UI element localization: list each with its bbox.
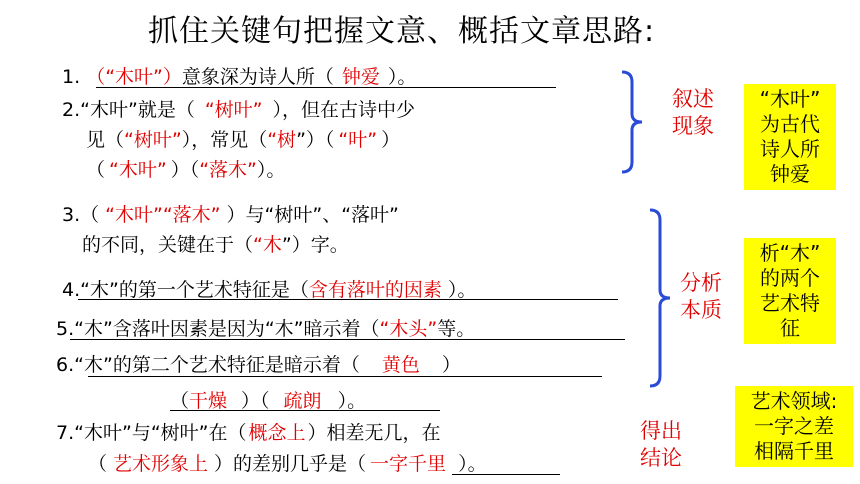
q2-text-f: ） — [381, 129, 401, 151]
q1-answer-b: 钟爱 — [341, 66, 380, 88]
question-1 — [62, 62, 416, 89]
q5-text-a: 5.“木”含落叶因素是因为“木”暗示着（ — [56, 318, 380, 340]
q6-text-b: ） — [441, 354, 461, 376]
q6-answer-a: 黄色 — [381, 354, 420, 376]
q7-answer-b: 艺术形象上 — [113, 453, 209, 475]
bracket-1 — [618, 70, 648, 174]
q5-underline — [70, 339, 625, 340]
q3-answer-a: “木叶”“落木” — [105, 204, 221, 226]
question-2-line-2 — [86, 125, 400, 152]
side-label-analyze: 分析 本质 — [680, 271, 722, 322]
q2-answer-f: “落木” — [199, 159, 257, 181]
q2-text-a: 2.“木叶”就是（ — [62, 99, 195, 121]
q5-answer: “木头” — [379, 318, 438, 340]
question-7-line-1 — [56, 418, 441, 445]
q2-answer-c: “树 — [267, 129, 297, 151]
page-title: 抓住关键句把握文意、概括文章思路: — [148, 14, 656, 49]
q2-answer-a: “树叶” — [204, 99, 263, 121]
q2-text-d: ），常见（ — [181, 129, 268, 151]
q1-number: 1. — [62, 66, 81, 88]
q7-text-a: 7.“木叶”与“树叶”在（ — [56, 422, 247, 444]
question-5 — [56, 314, 475, 341]
q7-answer-a: 概念上 — [248, 422, 306, 444]
q6-underline — [88, 376, 602, 377]
q2-text-c: 见（ — [86, 129, 125, 151]
q5-text-b: 等。 — [437, 318, 476, 340]
summary-box-2: 析“木” 的两个 艺术特 征 — [744, 238, 836, 344]
q4-text-a: 4.“木”的第一个艺术特征是（ — [62, 279, 309, 301]
q1-end: ）。 — [387, 66, 417, 88]
q2-answer-d: “叶” — [338, 129, 378, 151]
question-6-line-1 — [56, 350, 461, 377]
q4-underline — [78, 299, 618, 300]
q2-answer-b: “树叶” — [124, 129, 182, 151]
q6-text-c: （ — [170, 390, 190, 412]
question-6-line-2 — [170, 386, 366, 413]
q1-text: 意象深为诗人所（ — [181, 66, 334, 88]
q7-text-d: ）的差别几乎是（ — [214, 453, 367, 475]
q3-text-a: 3.（ — [62, 204, 100, 226]
side-label-conclude: 得出 结论 — [640, 419, 682, 470]
q3-text-d: ”）字。 — [281, 234, 349, 256]
question-2-line-1 — [62, 95, 415, 122]
q6-answer-b: 干燥 — [189, 390, 228, 412]
q2-text-e: ”）（ — [296, 129, 335, 151]
q7-text-b: ）相差无几，在 — [307, 422, 441, 444]
summary-box-3: 艺术领域: 一字之差 相隔千里 — [735, 386, 853, 467]
q3-text-c: 的不同，关键在于（ — [82, 234, 254, 256]
q4-text-b: ）。 — [447, 279, 477, 301]
q7-answer-c: 一字千里 — [370, 453, 447, 475]
question-3-line-1 — [62, 200, 399, 227]
side-label-narrate: 叙述 现象 — [672, 87, 714, 138]
q6-underline-2 — [170, 410, 440, 411]
q1-answer-a: （“木叶”） — [86, 66, 182, 88]
q3-text-b: ）与“树叶”、“落叶” — [226, 204, 399, 226]
q4-answer: 含有落叶的因素 — [308, 279, 442, 301]
q2-text-i: ）。 — [256, 159, 286, 181]
q6-text-a: 6.“木”的第二个艺术特征是暗示着（ — [56, 354, 360, 376]
q1-underline — [96, 87, 556, 88]
q2-answer-e: “木叶” — [109, 159, 167, 181]
question-4 — [62, 275, 476, 302]
bracket-2 — [646, 208, 676, 388]
q6-text-e: ）。 — [337, 390, 367, 412]
q2-text-b: ），但在古诗中少 — [272, 99, 416, 121]
q7-text-c: （ — [88, 453, 108, 475]
q2-text-h: ）（ — [170, 159, 200, 181]
question-3-line-2 — [82, 230, 349, 257]
q7-underline — [452, 474, 560, 475]
q3-answer-b: “木 — [253, 234, 282, 256]
q7-text-e: ）。 — [458, 453, 487, 475]
question-2-line-3 — [86, 155, 285, 182]
question-7-line-2 — [88, 449, 487, 476]
summary-box-1: “木叶” 为古代 诗人所 钟爱 — [744, 84, 836, 190]
q6-text-d: ）（ — [241, 390, 270, 412]
q6-answer-c: 疏朗 — [283, 390, 322, 412]
q2-text-g: （ — [86, 159, 106, 181]
